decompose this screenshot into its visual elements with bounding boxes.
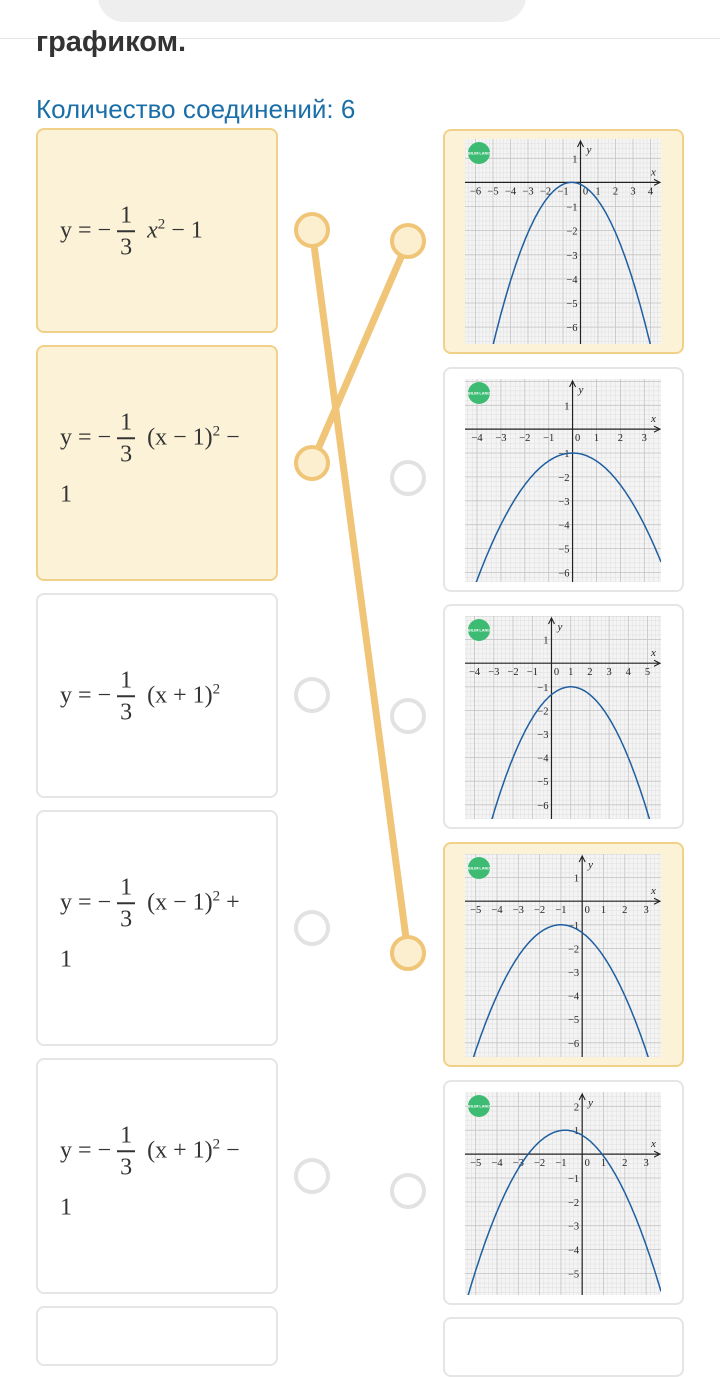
y-axis-label: y	[586, 144, 592, 156]
x-tick-label: −5	[470, 1158, 482, 1170]
equation-text: y = − $\frac{1}{3}$ $(x - 1)^2$ + 1	[60, 874, 240, 973]
x-axis-label: x	[651, 885, 656, 898]
x-axis-label: x	[651, 1138, 656, 1151]
y-tick-label: −6	[558, 568, 570, 580]
y-tick-label: −1	[558, 449, 570, 460]
x-tick-label: −3	[488, 667, 500, 679]
x-tick-label: 1	[568, 667, 574, 679]
right-connector-dot[interactable]	[390, 1173, 426, 1209]
x-tick-label: 4	[625, 667, 631, 679]
x-tick-label: 3	[606, 667, 612, 679]
x-tick-label: −3	[512, 1158, 524, 1170]
x-tick-label: −5	[470, 905, 482, 917]
y-tick-label: −5	[566, 299, 578, 310]
x-tick-label: 3	[630, 186, 636, 198]
bilimland-logo-text: BILIM LAND	[468, 1104, 490, 1109]
y-tick-label: −3	[566, 250, 578, 262]
x-axis-label: x	[651, 647, 656, 660]
equation-text: y = − $\frac{1}{3}$ $x^2 - 1$	[60, 202, 203, 261]
graph-card-partial[interactable]	[443, 1317, 684, 1377]
y-tick-label: −1	[566, 202, 578, 214]
y-tick-label: −4	[537, 753, 549, 765]
task-heading: графиком.	[36, 26, 187, 58]
parabola-graph	[465, 616, 661, 819]
y-tick-label: −2	[568, 1197, 580, 1209]
x-tick-label: 2	[587, 667, 593, 679]
y-tick-label: −2	[558, 472, 570, 484]
y-tick-label: −3	[558, 496, 570, 508]
y-tick-label: −3	[568, 968, 580, 979]
y-axis-label: y	[578, 384, 584, 396]
right-connector-dot[interactable]	[390, 223, 426, 259]
x-tick-label: 3	[641, 433, 647, 445]
y-tick-label: −5	[568, 1015, 580, 1027]
x-axis-label: x	[651, 413, 656, 426]
left-connector-dot[interactable]	[294, 445, 330, 481]
equation-text: y = − $\frac{1}{3}$ $(x + 1)^2$ − 1	[60, 1122, 240, 1221]
x-tick-label: 5	[644, 667, 651, 679]
x-tick-label: −2	[534, 905, 546, 917]
x-tick-label: 1	[595, 186, 601, 198]
parabola-graph	[465, 854, 661, 1057]
x-tick-label: 1	[593, 433, 600, 445]
y-tick-label: 1	[564, 401, 570, 413]
x-tick-label: −4	[471, 433, 483, 445]
x-tick-label: 0	[584, 1158, 590, 1170]
right-connector-dot[interactable]	[390, 935, 426, 971]
x-tick-label: 2	[622, 905, 628, 917]
left-connector-dot[interactable]	[294, 212, 330, 248]
x-tick-label: 0	[574, 433, 581, 445]
y-tick-label: −6	[537, 800, 549, 812]
bilimland-logo-text: BILIM LAND	[468, 628, 490, 633]
y-tick-label: −2	[537, 706, 549, 718]
x-tick-label: 1	[600, 905, 607, 917]
top-search-pill[interactable]	[98, 0, 526, 22]
bilimland-logo-text: BILIM LAND	[468, 391, 490, 396]
y-tick-label: −6	[568, 1038, 580, 1050]
y-tick-label: −4	[568, 1245, 580, 1257]
x-tick-label: 1	[600, 1158, 607, 1170]
y-axis-label: y	[588, 859, 594, 871]
x-tick-label: −1	[526, 667, 538, 679]
x-tick-label: −2	[507, 667, 519, 679]
connections-count: Количество соединений: 6	[36, 94, 356, 124]
y-tick-label: −4	[558, 520, 570, 532]
x-tick-label: −4	[491, 1158, 503, 1170]
graph-card[interactable]	[443, 842, 684, 1067]
left-connector-dot[interactable]	[294, 910, 330, 946]
x-tick-label: −2	[534, 1158, 546, 1170]
x-tick-label: 3	[643, 1158, 649, 1170]
x-tick-label: −5	[487, 186, 499, 198]
y-tick-label: −3	[568, 1221, 580, 1233]
x-tick-label: 0	[553, 667, 560, 679]
y-tick-label: −1	[568, 1174, 580, 1185]
connection-line	[312, 241, 408, 463]
equation-card[interactable]	[36, 345, 278, 581]
x-tick-label: −2	[519, 433, 531, 445]
x-axis-label: x	[651, 166, 656, 179]
bilimland-logo-text: BILIM LAND	[468, 151, 490, 156]
graph-card[interactable]	[443, 604, 684, 829]
x-tick-label: 2	[612, 186, 619, 198]
y-tick-label: −3	[537, 730, 549, 741]
y-tick-label: 1	[543, 635, 549, 647]
x-tick-label: 0	[584, 905, 590, 917]
y-tick-label: −2	[566, 226, 578, 238]
right-connector-dot[interactable]	[390, 460, 426, 496]
left-connector-dot[interactable]	[294, 1158, 330, 1194]
equation-card-partial[interactable]	[36, 1306, 278, 1366]
x-tick-label: 0	[582, 186, 589, 198]
equation-text: y = − $\frac{1}{3}$ $(x + 1)^2$	[60, 667, 221, 726]
parabola-graph	[465, 379, 661, 582]
x-tick-label: −4	[491, 905, 503, 917]
graph-card[interactable]	[443, 1080, 684, 1305]
y-tick-label: −1	[568, 920, 580, 932]
right-connector-dot[interactable]	[390, 698, 426, 734]
x-tick-label: −4	[504, 186, 517, 198]
x-tick-label: −2	[539, 186, 552, 198]
y-tick-label: 1	[573, 873, 580, 885]
y-tick-label: 1	[573, 1126, 580, 1138]
graph-card[interactable]	[443, 367, 684, 592]
x-tick-label: 2	[617, 433, 624, 445]
x-tick-label: −1	[555, 1158, 567, 1170]
y-tick-label: −1	[537, 682, 549, 694]
equation-card[interactable]	[36, 810, 278, 1046]
y-tick-label: 2	[573, 1102, 580, 1114]
x-tick-label: −4	[469, 667, 481, 679]
x-tick-label: 2	[622, 1158, 628, 1170]
left-connector-dot[interactable]	[294, 677, 330, 713]
x-tick-label: −3	[495, 433, 507, 445]
x-tick-label: −1	[555, 905, 567, 917]
y-tick-label: 1	[572, 154, 578, 166]
x-tick-label: −1	[543, 433, 555, 445]
y-axis-label: y	[557, 621, 563, 633]
graph-card[interactable]	[443, 129, 684, 354]
x-tick-label: −3	[522, 186, 534, 198]
y-tick-label: −2	[568, 944, 580, 956]
x-tick-label: −6	[469, 186, 482, 198]
x-tick-label: 3	[643, 905, 649, 917]
y-tick-label: −4	[568, 991, 580, 1003]
equation-card[interactable]	[36, 128, 278, 333]
equation-card[interactable]	[36, 1058, 278, 1294]
y-tick-label: −6	[566, 323, 578, 335]
connection-line	[312, 230, 408, 953]
y-tick-label: −5	[558, 544, 570, 556]
y-tick-label: −5	[568, 1269, 580, 1281]
equation-text: y = − $\frac{1}{3}$ $(x - 1)^2$ − 1	[60, 409, 240, 508]
graph-background	[465, 1092, 661, 1295]
bilimland-logo-text: BILIM LAND	[468, 866, 490, 871]
x-tick-label: 4	[647, 186, 654, 198]
y-tick-label: −5	[537, 777, 549, 789]
parabola-graph	[465, 139, 661, 344]
graph-background	[465, 854, 661, 1057]
y-tick-label: −4	[566, 274, 578, 286]
y-axis-label: y	[588, 1097, 594, 1109]
x-tick-label: −1	[557, 186, 569, 198]
equation-card[interactable]	[36, 593, 278, 798]
x-tick-label: −3	[512, 905, 524, 917]
parabola-graph	[465, 1092, 661, 1295]
